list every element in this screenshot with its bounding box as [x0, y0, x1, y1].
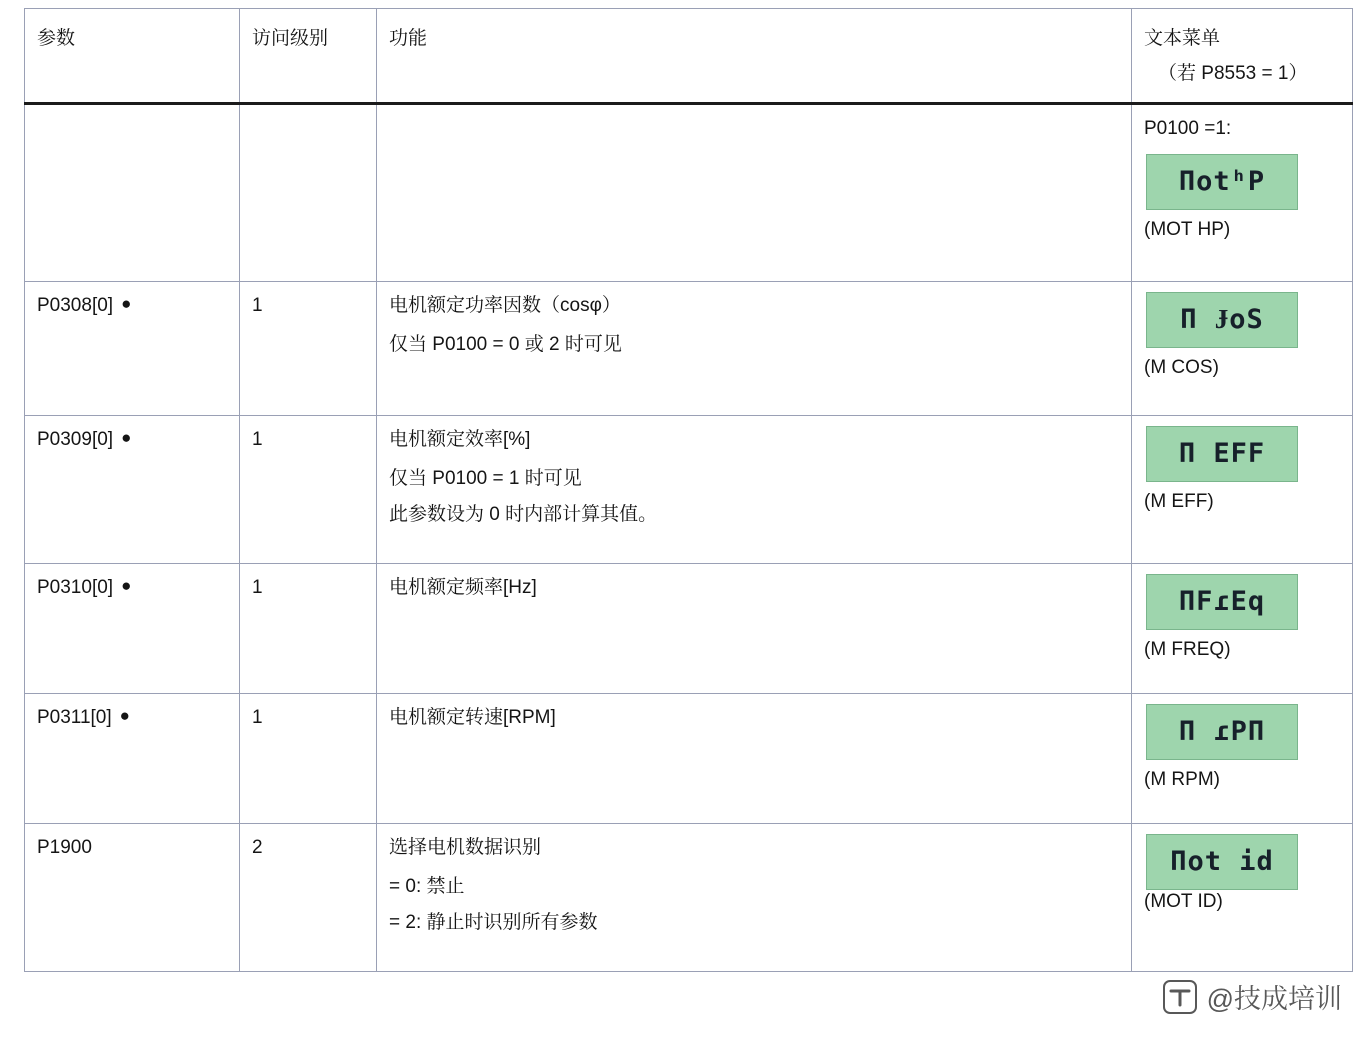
- toutiao-logo-icon: [1163, 980, 1197, 1014]
- modifiable-bullet-icon: ●: [121, 576, 132, 595]
- cell-param: [25, 416, 240, 564]
- param-id: P0308[0]: [37, 295, 114, 316]
- cell-access-level: 1: [240, 564, 377, 694]
- function-note: 此参数设为 0 时内部计算其值。: [389, 504, 658, 525]
- function-title: 电机额定频率[Hz]: [389, 577, 537, 598]
- table-row: [25, 104, 1353, 282]
- lcd-caption: (MOT ID): [1144, 891, 1223, 912]
- cell-access-level: 1: [240, 282, 377, 416]
- parameter-table: [24, 8, 1353, 972]
- table-row: [25, 564, 1353, 694]
- table-row: [25, 694, 1353, 824]
- lcd-caption: (M COS): [1144, 357, 1219, 378]
- cell-function: [377, 694, 1132, 824]
- param-id: P1900: [37, 837, 92, 858]
- column-header-param: 参数: [25, 9, 240, 104]
- table-row: [25, 824, 1353, 972]
- column-header-access-level: 访问级别: [240, 9, 377, 104]
- cell-param: [25, 282, 240, 416]
- lcd-caption: (MOT HP): [1144, 218, 1231, 240]
- column-header-text-menu: [1132, 9, 1353, 104]
- column-header-function: 功能: [377, 9, 1132, 104]
- cell-function: [377, 416, 1132, 564]
- cell-function: [377, 282, 1132, 416]
- column-header-text-menu-line1: 文本菜单: [1144, 28, 1221, 49]
- watermark-text: @技成培训: [1206, 984, 1342, 1014]
- cell-access-level: [240, 104, 377, 282]
- function-note: 仅当 P0100 = 0 或 2 时可见: [389, 333, 622, 355]
- lcd-caption: (M RPM): [1144, 769, 1220, 790]
- cell-param: [25, 694, 240, 824]
- cell-function: [377, 104, 1132, 282]
- cell-access-level: 1: [240, 694, 377, 824]
- function-title: 电机额定功率因数（cosφ）: [389, 295, 621, 316]
- cell-access-level: 1: [240, 416, 377, 564]
- cell-text-menu: [1132, 564, 1353, 694]
- lcd-display: Π EFF: [1146, 426, 1298, 482]
- cell-function: [377, 564, 1132, 694]
- lcd-caption: (M EFF): [1144, 491, 1214, 512]
- function-title: 电机额定转速[RPM]: [389, 707, 556, 728]
- table-row: [25, 282, 1353, 416]
- cell-param: [25, 564, 240, 694]
- cell-text-menu: [1132, 824, 1353, 972]
- function-title: 选择电机数据识别: [389, 837, 542, 858]
- modifiable-bullet-icon: ●: [119, 706, 130, 725]
- cell-text-menu: [1132, 104, 1353, 282]
- column-header-text-menu-line2: （若 P8553 = 1）: [1158, 62, 1308, 84]
- table-header-row: [25, 9, 1353, 104]
- cell-param: [25, 824, 240, 972]
- param-id: P0309[0]: [37, 429, 114, 450]
- function-note: 仅当 P0100 = 1 时可见: [389, 467, 582, 489]
- cell-text-menu: [1132, 416, 1353, 564]
- lcd-display: Π ɈoS: [1146, 292, 1298, 348]
- cell-param: [25, 104, 240, 282]
- lcd-display: ΠotʰP: [1146, 154, 1298, 210]
- lcd-display: ΠFɾEq: [1146, 574, 1298, 630]
- modifiable-bullet-icon: ●: [121, 428, 132, 447]
- lcd-display: Πot id: [1146, 834, 1298, 890]
- function-note: = 0: 禁止: [389, 875, 465, 897]
- cell-text-menu: [1132, 694, 1353, 824]
- function-title: 电机额定效率[%]: [389, 429, 531, 450]
- lcd-display: Π ɾPΠ: [1146, 704, 1298, 760]
- param-id: P0310[0]: [37, 577, 114, 598]
- lcd-caption: (M FREQ): [1144, 639, 1231, 660]
- table-row: [25, 416, 1353, 564]
- modifiable-bullet-icon: ●: [121, 294, 132, 313]
- cell-access-level: 2: [240, 824, 377, 972]
- watermark: [1163, 977, 1342, 1016]
- function-note: = 2: 静止时识别所有参数: [389, 912, 598, 933]
- param-id: P0311[0]: [37, 707, 112, 728]
- menu-precondition: P0100 =1:: [1144, 118, 1232, 139]
- cell-text-menu: [1132, 282, 1353, 416]
- cell-function: [377, 824, 1132, 972]
